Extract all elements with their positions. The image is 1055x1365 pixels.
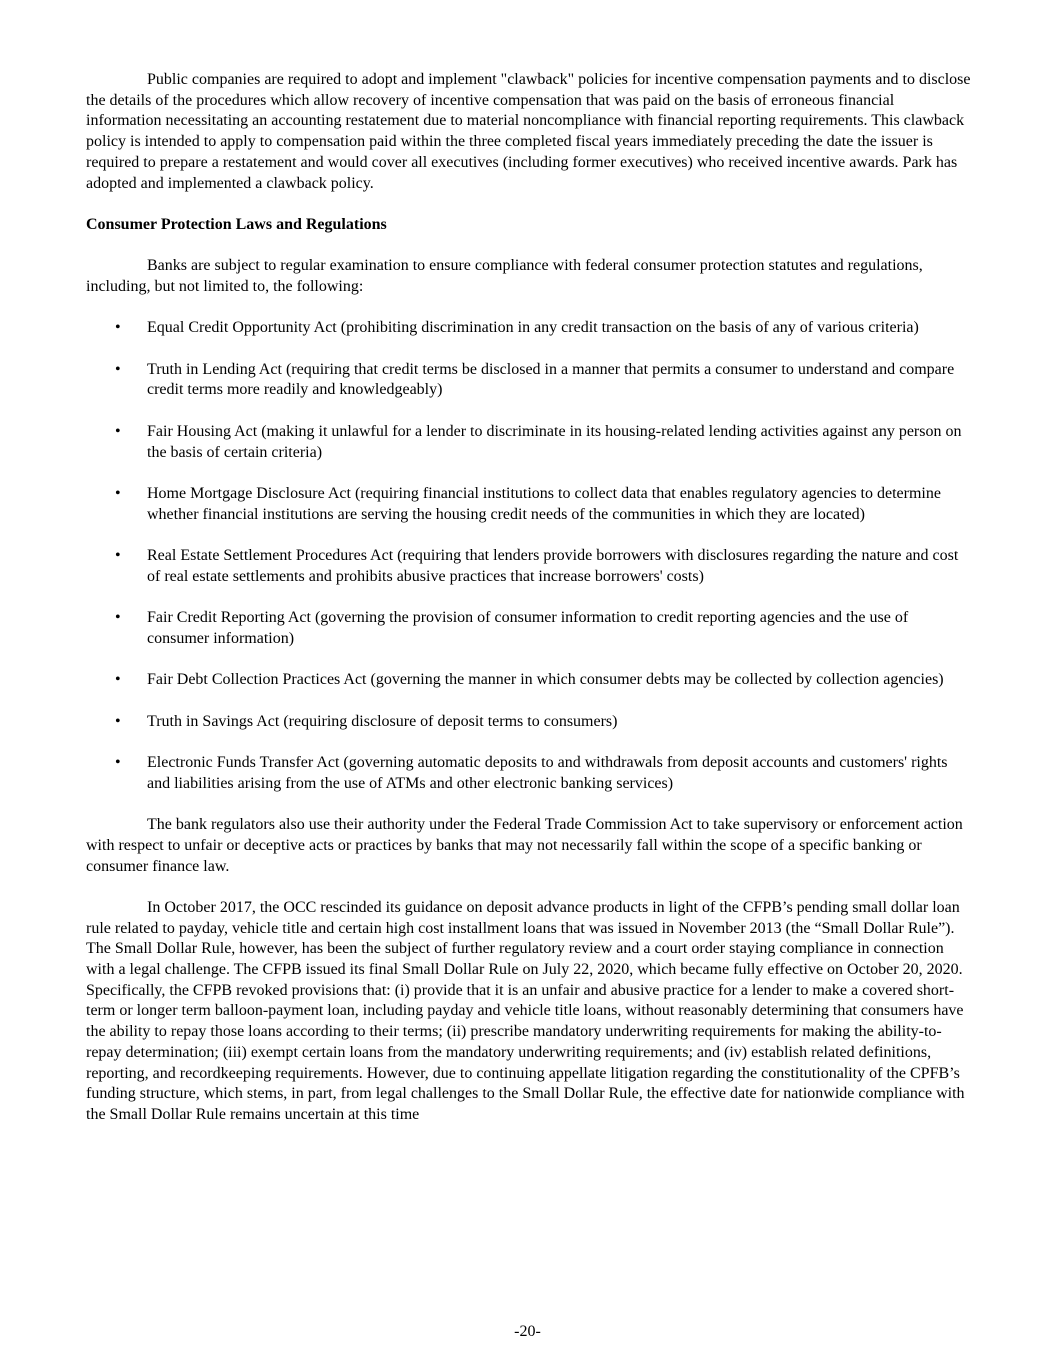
bullet-icon: • (115, 484, 121, 502)
intro-paragraph: Banks are subject to regular examination to ensure compliance with federal consumer protection statutes and regulations, including, but not limited to, the following: (86, 257, 923, 295)
consumer-protection-acts-list (86, 318, 972, 794)
bullet-icon: • (115, 547, 121, 565)
document-page (86, 70, 972, 1126)
page-number: -20- (514, 1323, 541, 1340)
list-item-text: Fair Housing Act (making it unlawful for a lender to discriminate in its housing-related lending activities against any person on the basis of certain criteria) (147, 422, 962, 461)
list-item (86, 484, 972, 525)
list-item-text: Fair Credit Reporting Act (governing the provision of consumer information to credit reporting agencies and the use of consumer information) (147, 609, 909, 647)
list-item-text: Truth in Savings Act (requiring disclosure of deposit terms to consumers) (147, 712, 618, 730)
clawback-paragraph: Public companies are required to adopt and implement "clawback" policies for incentive compensation payments and to disclose the details of the procedures which allow recovery of incentive compensation that was paid on the basis of erroneous financial information necessitating an accounting restatement due to material noncompliance with financial reporting requirements. This clawback policy is intended to apply to compensation paid within the three completed fiscal years immediately preceding the date the issuer is required to prepare a restatement and would cover all executives (including former executives) who received incentive awards. Park has adopted and implemented a clawback policy. (86, 71, 971, 192)
list-item-text: Real Estate Settlement Procedures Act (requiring that lenders provide borrowers with disclosures regarding the nature and cost of real estate settlements and prohibits abusive practices that increase borrowers' costs) (147, 547, 959, 585)
list-item (86, 360, 972, 401)
list-item-text: Fair Debt Collection Practices Act (governing the manner in which consumer debts may be collected by collection agencies) (147, 671, 944, 689)
bullet-icon: • (115, 360, 121, 378)
ftc-paragraph: The bank regulators also use their authority under the Federal Trade Commission Act to take supervisory or enforcement action with respect to unfair or deceptive acts or practices by banks that may not necessarily fall within the scope of a specific banking or consumer finance law. (86, 816, 963, 875)
small-dollar-rule-paragraph: In October 2017, the OCC rescinded its guidance on deposit advance products in light of the CFPB’s pending small dollar loan rule related to payday, vehicle title and certain high cost installment loans that was issued in November 2013 (the “Small Dollar Rule”). The Small Dollar Rule, however, has been the subject of further regulatory review and a court order staying compliance in connection with a legal challenge. The CFPB issued its final Small Dollar Rule on July 22, 2020, which became fully effective on October 20, 2020. Specifically, the CFPB revoked provisions that: (i) provide that it is an unfair and abusive practice for a lender to make a covered short-term or longer term balloon-payment loan, including payday and vehicle title loans, without reasonably determining that consumers have the ability to repay those loans according to their terms; (ii) prescribe mandatory underwriting requirements for making the ability-to-repay determination; (iii) exempt certain loans from the mandatory underwriting requirements; and (iv) establish related definitions, reporting, and recordkeeping requirements. However, due to continuing appellate litigation regarding the constitutionality of the CPFB’s funding structure, which stems, in part, from legal challenges to the Small Dollar Rule, the effective date for nationwide compliance with the Small Dollar Rule remains uncertain at this time (86, 898, 965, 1123)
list-item (86, 608, 972, 649)
bullet-icon: • (115, 319, 121, 337)
section-heading: Consumer Protection Laws and Regulations (86, 215, 387, 233)
list-item (86, 546, 972, 587)
list-item (86, 753, 972, 794)
list-item (86, 318, 972, 339)
list-item (86, 670, 972, 691)
bullet-icon: • (115, 754, 121, 772)
list-item-text: Home Mortgage Disclosure Act (requiring financial institutions to collect data that enables regulatory agencies to determine whether financial institutions are serving the housing credit needs of the communities in which they are located) (147, 484, 941, 523)
list-item (86, 422, 972, 463)
list-item (86, 712, 972, 733)
bullet-icon: • (115, 609, 121, 627)
list-item-text: Equal Credit Opportunity Act (prohibiting discrimination in any credit transaction on the basis of any of various criteria) (147, 319, 919, 337)
bullet-icon: • (115, 671, 121, 689)
bullet-icon: • (115, 422, 121, 440)
list-item-text: Truth in Lending Act (requiring that credit terms be disclosed in a manner that permits a consumer to understand and compare credit terms more readily and knowledgeably) (147, 360, 955, 399)
bullet-icon: • (115, 712, 121, 730)
list-item-text: Electronic Funds Transfer Act (governing automatic deposits to and withdrawals from deposit accounts and customers' rights and liabilities arising from the use of ATMs and other electronic banking services) (147, 754, 948, 792)
